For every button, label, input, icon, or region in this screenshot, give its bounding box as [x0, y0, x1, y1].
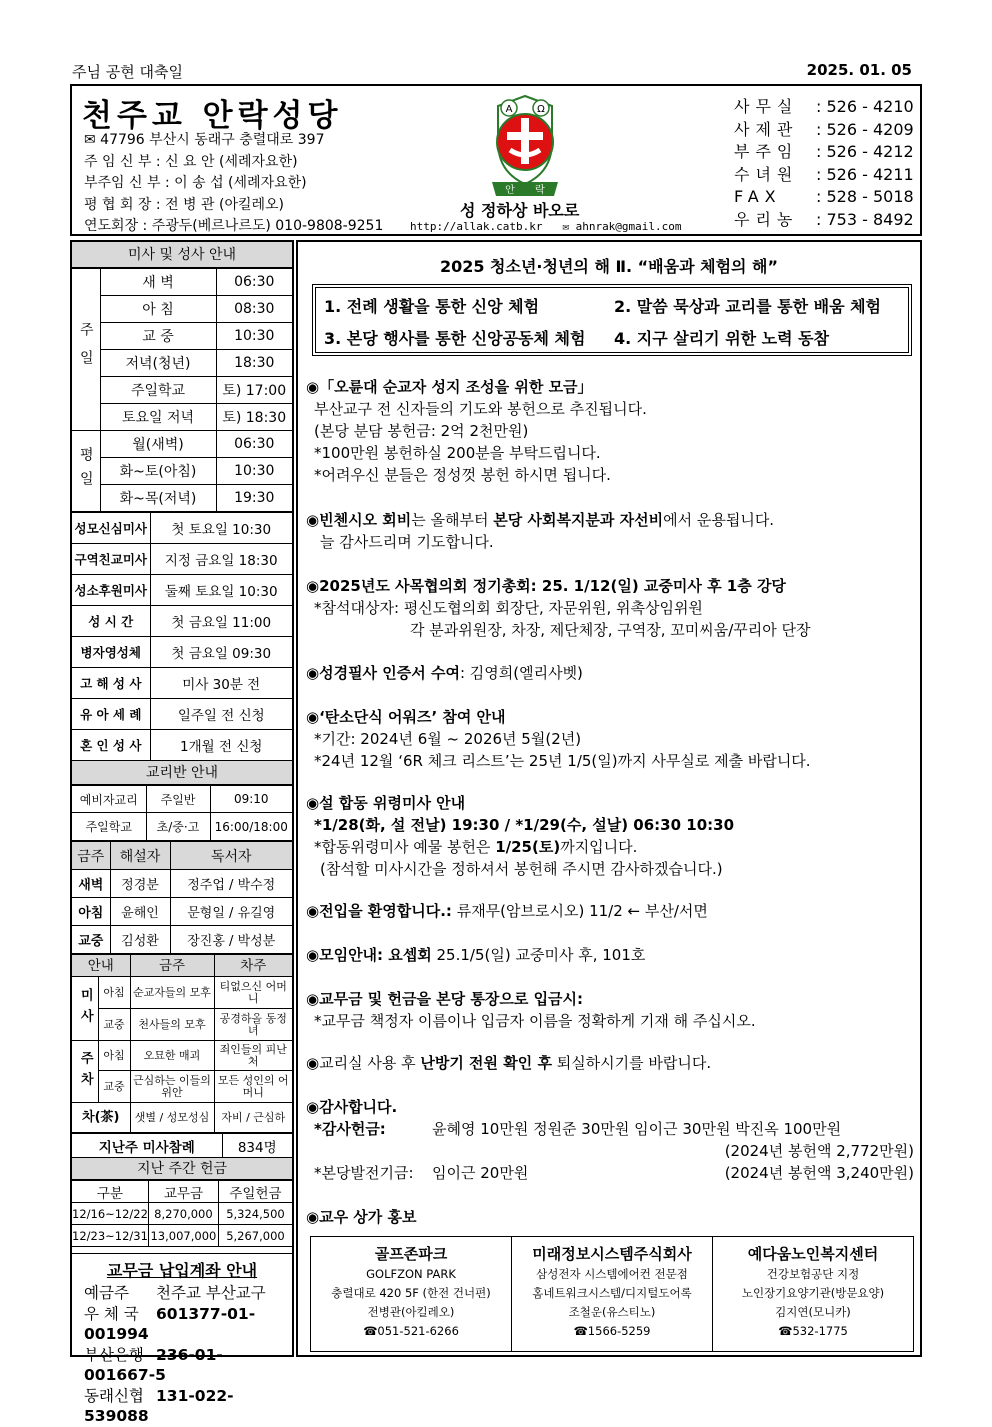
offering-head-sunday: 주일헌금 — [218, 1181, 292, 1203]
logo-text-rak: 락 — [535, 185, 545, 196]
account-bank: 부산은행 — [84, 1345, 144, 1364]
table-row — [72, 1203, 292, 1225]
prayer-head-this-week: 금주 — [130, 955, 214, 977]
account-row — [84, 1386, 292, 1427]
class-time: 16:00/18:00 — [210, 813, 292, 841]
contact-numbers — [734, 96, 914, 231]
mass-time: 18:30 — [216, 350, 292, 377]
sacrament-time: 지정 금요일 18:30 — [150, 544, 292, 575]
table-row — [72, 269, 292, 296]
notice-business-promo — [306, 1206, 918, 1228]
class-day: 초/중·고 — [146, 813, 210, 841]
table-row — [72, 377, 292, 404]
logo-omega: Ω — [537, 104, 545, 115]
contact-label: 우리농 — [734, 209, 799, 229]
table-row — [72, 458, 292, 485]
weekday-label: 평일 — [72, 431, 100, 512]
offering-head-period: 구분 — [72, 1181, 148, 1203]
address-line: ✉ 47796 부산시 동래구 충렬대로 397 — [84, 132, 325, 148]
sacrament-name: 성소후원미사 — [72, 575, 150, 606]
prayer-group-label: 주차 — [72, 1041, 98, 1103]
class-day: 주일반 — [146, 786, 210, 813]
class-name: 주일학교 — [72, 813, 146, 841]
notice-line: *1/28(화, 설 전날) 19:30 / *1/29(수, 설날) 06:30 10:30 — [314, 816, 735, 834]
notice-welcome — [306, 900, 918, 922]
mass-time: 10:30 — [216, 458, 292, 485]
prayer-this: 근심하는 이들의 위안 — [130, 1071, 214, 1103]
thanks-donors: 임이근 20만원 — [432, 1164, 529, 1182]
notice-memorial-mass — [306, 792, 918, 880]
web-contact — [410, 220, 682, 233]
mass-name: 월(새벽) — [100, 431, 216, 458]
lector-mass: 교중 — [72, 926, 110, 954]
church-info — [84, 130, 383, 238]
table-row — [72, 1071, 292, 1103]
lector-head-commentator: 해설자 — [110, 842, 170, 870]
mass-name: 토요일 저녁 — [100, 404, 216, 431]
table-row — [72, 575, 292, 606]
prayer-next: 공경하올 동정녀 — [214, 1009, 292, 1041]
notice-title: ◉성경필사 인증서 수여 — [306, 664, 460, 682]
account-row — [84, 1283, 292, 1304]
notice-text: 류재무(암브로시오) 11/2 ← 부산/서면 — [451, 902, 708, 920]
mass-name: 주일학교 — [100, 377, 216, 404]
notice-general-meeting — [306, 575, 918, 641]
prayer-mass: 교중 — [98, 1009, 130, 1041]
tea-next: 자비 / 근심하 — [214, 1103, 292, 1133]
offering-title: 지난 주간 헌금 — [72, 1158, 292, 1180]
patron-saint: 성 정하상 바오로 — [460, 201, 580, 220]
notice-bible-copy — [306, 662, 918, 684]
prayer-this: 오묘한 매괴 — [130, 1041, 214, 1071]
account-number: 131-022-539088 — [84, 1386, 234, 1425]
notice-line: (참석할 미사시간을 정하셔서 봉헌해 주시면 감사하겠습니다.) — [320, 860, 723, 878]
account-row — [84, 1304, 292, 1345]
mass-time: 19:30 — [216, 485, 292, 512]
prayer-table — [72, 954, 292, 1133]
table-row — [72, 1103, 292, 1133]
table-row — [72, 1225, 292, 1247]
notice-line — [306, 662, 918, 684]
mass-name: 화~토(아침) — [100, 458, 216, 485]
thanks-total: (2024년 봉헌액 2,772만원) — [724, 1142, 914, 1160]
notice-title: ◉2025년도 사목협의회 정기총회: 25. 1/12(일) 교중미사 후 1층 강당 — [306, 577, 786, 595]
notice-thanks — [306, 1096, 918, 1184]
council-president-line: 평 협 회 장 : 전 병 관 (아킬레오) — [84, 196, 285, 213]
notice-line: (본당 분담 봉헌금: 2억 2천만원) — [314, 422, 529, 440]
table-row — [72, 926, 292, 954]
sunday-weekday-schedule — [72, 268, 292, 512]
offering-period: 12/23~12/31 — [72, 1225, 148, 1247]
notice-title: ◉빈첸시오 회비 — [306, 511, 412, 529]
contact-row — [734, 209, 914, 232]
business-name: 골프존파크 — [374, 1245, 448, 1263]
prayer-head-guide: 안내 — [72, 955, 130, 977]
thanks-total: (2024년 봉헌액 3,240만원) — [724, 1164, 914, 1182]
table-row — [72, 786, 292, 813]
notice-line: 늘 감사드리며 기도합니다. — [320, 533, 494, 551]
table-row — [72, 668, 292, 699]
notice-line: *기간: 2024년 6월 ~ 2026년 5월(2년) — [314, 730, 582, 748]
lector-head-reader: 독서자 — [170, 842, 292, 870]
contact-label: 사제관 — [734, 119, 799, 139]
contact-row — [734, 141, 914, 164]
table-row — [72, 513, 292, 544]
notice-text: : 김영희(엘리사벳) — [459, 664, 583, 682]
table-row — [72, 404, 292, 431]
notice-bold-text: 본당 사회복지분과 자선비 — [493, 511, 664, 529]
business-line: GOLFZON PARK — [366, 1267, 456, 1281]
notice-vincent — [306, 509, 918, 553]
prayer-leader-line: 연도회장 : 주광두(베르나르도) 010-9808-9251 — [84, 218, 384, 234]
table-row — [72, 1041, 292, 1071]
goals-inner — [315, 287, 909, 353]
website-link[interactable]: http://allak.catb.kr — [410, 220, 543, 233]
notice-text: 는 올해부터 — [411, 511, 494, 529]
table-row — [72, 323, 292, 350]
tea-this: 샛별 / 성모성심 — [130, 1103, 214, 1133]
contact-value: : 526 - 4209 — [816, 119, 914, 139]
notice-text: 퇴실하시기를 바랍니다. — [551, 1054, 712, 1072]
sacrament-time: 일주일 전 신청 — [150, 699, 292, 730]
contact-row — [734, 96, 914, 119]
lector-commentator: 김성환 — [110, 926, 170, 954]
contact-row — [734, 186, 914, 209]
lector-commentator: 윤해인 — [110, 898, 170, 926]
table-row — [72, 485, 292, 512]
business-phone: ☎532-1775 — [778, 1324, 848, 1338]
business-owner: 김지연(모니카) — [775, 1305, 851, 1319]
catechism-title: 교리반 안내 — [72, 761, 292, 785]
account-list — [72, 1283, 292, 1427]
prayer-this: 순교자들의 모후 — [130, 977, 214, 1009]
mass-time: 08:30 — [216, 296, 292, 323]
notice-line: *100만원 봉헌하실 200분을 부탁드립니다. — [314, 444, 601, 462]
table-row — [72, 544, 292, 575]
class-time: 09:10 — [210, 786, 292, 813]
table-header — [72, 955, 292, 977]
notice-line — [306, 944, 918, 966]
mass-name: 아 침 — [100, 296, 216, 323]
business-owner: 전병관(아킬레오) — [367, 1305, 455, 1319]
contact-value: : 526 - 4212 — [816, 142, 914, 161]
business-line: 건강보험공단 지정 — [766, 1267, 860, 1281]
mass-time: 토) 17:00 — [216, 377, 292, 404]
thanks-donors: 윤혜영 10만원 정원준 30만원 임이근 30만원 박진옥 100만원 — [432, 1120, 842, 1138]
offering-head-dues: 교무금 — [148, 1181, 218, 1203]
mass-name: 교 중 — [100, 323, 216, 350]
sacrament-name: 병자영성체 — [72, 637, 150, 668]
prayer-mass: 아침 — [98, 1041, 130, 1071]
table-row — [72, 977, 292, 1009]
email-link[interactable]: ✉ ahnrak@gmail.com — [562, 220, 682, 233]
table-header — [72, 842, 292, 870]
notice-text: ◉교리실 사용 후 — [306, 1054, 421, 1072]
header-box — [70, 84, 922, 236]
notice-title: ◉모임안내: 요셉회 — [306, 946, 432, 964]
business-card — [512, 1237, 713, 1351]
sacrament-time: 첫 토요일 10:30 — [150, 513, 292, 544]
notice-deposit — [306, 988, 918, 1032]
sidebar — [70, 240, 294, 1425]
attendance-value: 834명 — [222, 1134, 292, 1158]
offering-table — [72, 1180, 292, 1247]
business-owner: 조철운(유스티노) — [568, 1305, 656, 1319]
offering-period: 12/16~12/22 — [72, 1203, 148, 1225]
business-name: 미래정보시스템주식회사 — [532, 1245, 692, 1263]
table-row — [72, 350, 292, 377]
sacrament-name: 고 해 성 사 — [72, 668, 150, 699]
sacrament-name: 유 아 세 례 — [72, 699, 150, 730]
attendance-table — [72, 1133, 292, 1158]
sacrament-time: 첫 금요일 09:30 — [150, 637, 292, 668]
notice-title: ◉교우 상가 홍보 — [306, 1208, 417, 1226]
notice-martyrs-shrine — [306, 376, 918, 486]
notice-carbon-fast — [306, 706, 918, 772]
pastor-line: 주 임 신 부 : 신 요 안 (세례자요한) — [84, 153, 298, 170]
mass-name: 화~목(저녁) — [100, 485, 216, 512]
thanks-label: *감사헌금: — [314, 1120, 386, 1138]
goal-item: 3. 본당 행사를 통한 신앙공동체 체험 — [324, 329, 586, 348]
notice-text: 까지입니다. — [560, 838, 638, 856]
business-line: 삼성전자 시스템에어컨 전문점 — [536, 1267, 688, 1281]
sacrament-time: 1개월 전 신청 — [150, 730, 292, 761]
account-number: 천주교 부산교구 — [156, 1284, 266, 1302]
contact-label: 수녀원 — [734, 164, 799, 184]
contact-label: 사무실 — [734, 97, 799, 116]
prayer-this: 천사들의 모후 — [130, 1009, 214, 1041]
contact-value: : 528 - 5018 — [816, 187, 914, 206]
account-title: 교무금 납입계좌 안내 — [106, 1261, 258, 1280]
account-bank: 동래신협 — [84, 1386, 144, 1405]
contact-value: : 753 - 8492 — [816, 209, 914, 229]
bulletin-date: 2025. 01. 05 — [806, 61, 912, 79]
sacrament-name: 성 시 간 — [72, 606, 150, 637]
notice-line — [306, 1118, 918, 1140]
notice-line — [306, 836, 918, 858]
notice-bold-text: 1/25(토) — [495, 838, 561, 856]
account-bank: 우 체 국 — [84, 1304, 139, 1323]
notice-line — [306, 900, 918, 922]
mass-name: 새 벽 — [100, 269, 216, 296]
notice-line: *참석대상자: 평신도협의회 회장단, 자문위원, 위촉상임위원 — [314, 599, 703, 617]
main-content — [296, 240, 922, 1357]
prayer-mass: 교중 — [98, 1071, 130, 1103]
table-row — [72, 606, 292, 637]
sacrament-time: 미사 30분 전 — [150, 668, 292, 699]
lector-mass: 아침 — [72, 898, 110, 926]
notice-text: 에서 운용됩니다. — [663, 511, 775, 529]
notice-meeting — [306, 944, 918, 966]
notice-title: ◉「오륜대 순교자 성지 조성을 위한 모금」 — [306, 378, 593, 396]
contact-row — [734, 164, 914, 187]
business-card — [311, 1237, 512, 1351]
business-line: 충렬대로 420 5F (한전 건너편) — [331, 1286, 491, 1300]
occasion-title: 주님 공현 대축일 — [72, 63, 183, 81]
table-header — [72, 1181, 292, 1203]
mass-time: 토) 18:30 — [216, 404, 292, 431]
sacrament-time: 첫 금요일 11:00 — [150, 606, 292, 637]
business-card — [713, 1237, 913, 1351]
year-theme-title: 2025 청소년·청년의 해 Ⅱ. “배움과 체험의 해” — [439, 257, 779, 276]
offering-sunday: 5,267,000 — [218, 1225, 292, 1247]
thanks-label: *본당발전기금: — [314, 1164, 414, 1182]
lector-readers: 정주업 / 박수정 — [170, 870, 292, 898]
prayer-next: 모든 성인의 어머니 — [214, 1071, 292, 1103]
notice-text: *합동위령미사 예물 봉헌은 — [314, 838, 496, 856]
contact-value: : 526 - 4210 — [816, 97, 914, 116]
notice-text: 25.1/5(일) 교중미사 후, 101호 — [431, 946, 646, 964]
tea-label: 차(茶) — [72, 1103, 130, 1133]
offering-sunday: 5,324,500 — [218, 1203, 292, 1225]
contact-row — [734, 119, 914, 142]
account-number: 236-01-001667-5 — [84, 1345, 223, 1384]
business-line: 홈네트워크시스템/디지털도어록 — [532, 1286, 692, 1300]
table-row — [72, 1009, 292, 1041]
sacrament-name: 혼 인 성 사 — [72, 730, 150, 761]
mass-time: 06:30 — [216, 269, 292, 296]
lector-readers: 문형일 / 유길영 — [170, 898, 292, 926]
notice-line — [306, 509, 918, 531]
goal-item: 4. 지구 살리기 위한 노력 동참 — [614, 329, 830, 348]
table-row — [72, 813, 292, 841]
notice-title: ◉전입을 환영합니다.: — [306, 902, 452, 920]
church-name: 천주교 안락성당 — [82, 98, 343, 134]
notice-line — [306, 1052, 918, 1074]
notice-line: *24년 12월 ‘6R 체크 리스트’는 25년 1/5(일)까지 사무실로 제출 바랍니다. — [314, 752, 811, 770]
prayer-group-label: 미사 — [72, 977, 98, 1041]
account-bank: 예금주 — [84, 1284, 129, 1302]
mass-name: 저녁(청년) — [100, 350, 216, 377]
table-row — [72, 699, 292, 730]
business-phone: ☎1566-5259 — [573, 1324, 651, 1338]
logo-alpha: A — [505, 104, 513, 115]
table-row — [72, 730, 292, 761]
notice-heater — [306, 1052, 918, 1074]
mass-time: 10:30 — [216, 323, 292, 350]
class-name: 예비자교리 — [72, 786, 146, 813]
table-row — [72, 637, 292, 668]
prayer-next: 티없으신 어머니 — [214, 977, 292, 1009]
business-phone: ☎051-521-6266 — [363, 1324, 459, 1338]
sunday-label: 주일 — [72, 269, 100, 431]
catechism-table — [72, 785, 292, 841]
table-row — [72, 296, 292, 323]
mass-time: 06:30 — [216, 431, 292, 458]
goal-item: 2. 말씀 묵상과 교리를 통한 배움 체험 — [614, 297, 882, 316]
sacrament-schedule — [72, 512, 292, 761]
assistant-pastor-line: 부주임 신 부 : 이 송 섭 (세례자요한) — [84, 175, 307, 191]
contact-label: FAX — [734, 187, 782, 206]
prayer-head-next-week: 차주 — [214, 955, 292, 977]
table-row — [72, 870, 292, 898]
table-row — [72, 1134, 292, 1158]
business-line: 노인장기요양기관(방문요양) — [741, 1286, 885, 1300]
offering-dues: 8,270,000 — [148, 1203, 218, 1225]
lector-commentator: 정경분 — [110, 870, 170, 898]
lector-table — [72, 841, 292, 954]
notice-line: *교무금 책정자 이름이나 입금자 이름을 정확하게 기재 해 주십시오. — [314, 1012, 756, 1030]
table-row — [72, 431, 292, 458]
notice-title: ◉설 합동 위령미사 안내 — [306, 794, 466, 812]
logo-text-an: 안 — [505, 185, 515, 196]
notice-line — [306, 1162, 918, 1184]
notice-bold-text: 난방기 전원 확인 후 — [420, 1054, 552, 1072]
account-number: 601377-01-001994 — [84, 1304, 256, 1343]
prayer-mass: 아침 — [98, 977, 130, 1009]
mass-schedule-title: 미사 및 성사 안내 — [72, 242, 292, 268]
attendance-label: 지난주 미사참례 — [72, 1134, 222, 1158]
notice-title: ◉교무금 및 헌금을 본당 통장으로 입금시: — [306, 990, 584, 1008]
sacrament-name: 성모신심미사 — [72, 513, 150, 544]
notice-line: 각 분과위원장, 차장, 제단체장, 구역장, 꼬미씨움/꾸리아 단장 — [410, 621, 811, 639]
goal-item: 1. 전례 생활을 통한 신앙 체험 — [324, 297, 540, 316]
sacrament-name: 구역친교미사 — [72, 544, 150, 575]
account-section — [72, 1253, 292, 1427]
notice-title: ◉감사합니다. — [306, 1098, 398, 1116]
lector-mass: 새벽 — [72, 870, 110, 898]
notice-line: *어려우신 분들은 정성껏 봉헌 하시면 됩니다. — [314, 466, 611, 484]
business-name: 예다움노인복지센터 — [747, 1245, 879, 1263]
church-logo-icon — [482, 92, 568, 204]
table-row — [72, 898, 292, 926]
notice-title: ◉‘탄소단식 어워즈’ 참여 안내 — [306, 708, 506, 726]
prayer-next: 죄인들의 피난처 — [214, 1041, 292, 1071]
lector-readers: 장진홍 / 박성분 — [170, 926, 292, 954]
business-cards — [310, 1236, 914, 1352]
contact-value: : 526 - 4211 — [816, 164, 914, 184]
contact-label: 부주임 — [734, 142, 799, 161]
sacrament-time: 둘째 토요일 10:30 — [150, 575, 292, 606]
notice-line: 부산교구 전 신자들의 기도와 봉헌으로 추진됩니다. — [314, 400, 647, 418]
offering-dues: 13,007,000 — [148, 1225, 218, 1247]
lector-head-week: 금주 — [72, 842, 110, 870]
account-row — [84, 1345, 292, 1386]
goals-box — [312, 284, 912, 356]
